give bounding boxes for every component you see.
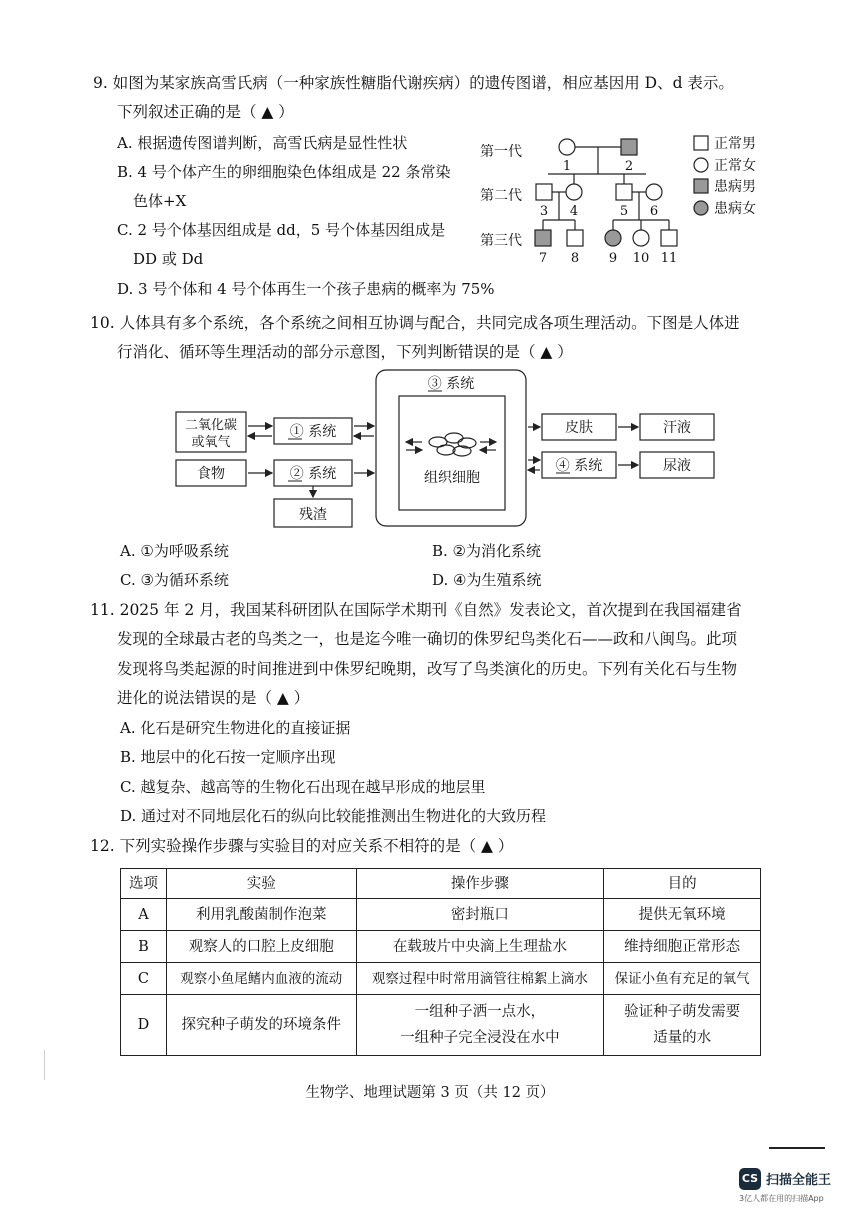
individual-2-affected-male	[621, 139, 637, 155]
q11-stem-line3: 发现将鸟类起源的时间推进到中侏罗纪晚期，改写了鸟类演化的历史。下列有关化石与生物	[117, 660, 738, 678]
cell-purpose-line1: 验证种子萌发需要	[624, 1004, 741, 1020]
cell-steps: 密封瓶口	[356, 899, 604, 931]
individual-label-3: 3	[539, 204, 549, 219]
legend-normal-male-symbol	[694, 136, 708, 150]
individual-9-affected-female	[605, 230, 621, 246]
q9-option-b-line2: 色体+X	[133, 192, 187, 210]
skin-label: 皮肤	[565, 420, 593, 436]
cell-purpose: 提供无氧环境	[604, 899, 761, 931]
table-row	[121, 995, 761, 1056]
q9-option-a: A. 根据遗传图谱判断，高雪氏病是显性性状	[117, 134, 408, 152]
pedigree-legend	[688, 128, 788, 228]
cell-purpose: 保证小鱼有充足的氧气	[604, 963, 761, 995]
header-option: 选项	[121, 869, 167, 899]
q11-option-c: C. 越复杂、越高等的生物化石出现在越早形成的地层里	[120, 778, 486, 796]
q9-option-c-line1: C. 2 号个体基因组成是 dd，5 号个体基因组成是	[117, 221, 446, 239]
gen3-label: 第三代	[480, 233, 522, 249]
q10-option-d: D. ④为生殖系统	[432, 571, 542, 589]
cell-experiment: 探究种子萌发的环境条件	[166, 995, 356, 1056]
cell-steps: 观察过程中时常用滴管往棉絮上滴水	[356, 963, 604, 995]
q9-stem-line2: 下列叙述正确的是（ ▲ ）	[117, 103, 294, 121]
cell-steps-line1: 一组种子洒一点水，	[414, 1004, 546, 1020]
cells-icon	[429, 433, 476, 456]
corner-dash	[769, 1147, 825, 1149]
cell-option: B	[121, 931, 167, 963]
q10-option-b: B. ②为消化系统	[432, 542, 542, 560]
legend-normal-female-symbol	[694, 158, 708, 172]
cell-purpose-line2: 适量的水	[653, 1030, 712, 1046]
individual-label-6: 6	[649, 204, 659, 219]
cell-steps: 在载玻片中央滴上生理盐水	[356, 931, 604, 963]
cell-purpose: 维持细胞正常形态	[604, 931, 761, 963]
legend-affected-male-label: 患病男	[714, 179, 756, 195]
urine-label: 尿液	[663, 458, 691, 474]
q12-stem: 12. 下列实验操作步骤与实验目的对应关系不相符的是（ ▲ ）	[90, 837, 514, 855]
cell-experiment: 利用乳酸菌制作泡菜	[166, 899, 356, 931]
cell-option: A	[121, 899, 167, 931]
individual-label-8: 8	[570, 251, 580, 266]
individual-3-normal-male	[536, 184, 552, 200]
header-steps: 操作步骤	[356, 869, 604, 899]
q10-stem-line2: 行消化、循环等生理活动的部分示意图，下列判断错误的是（ ▲ ）	[117, 343, 573, 361]
individual-5-normal-male	[616, 184, 632, 200]
scan-margin-mark	[44, 1050, 45, 1080]
q11-stem-line4: 进化的说法错误的是（ ▲ ）	[117, 689, 310, 707]
o2-label: 或氧气	[191, 435, 231, 450]
individual-label-1: 1	[562, 159, 572, 174]
q10-option-a: A. ①为呼吸系统	[120, 542, 229, 560]
q11-option-d: D. 通过对不同地层化石的纵向比较能推测出生物进化的大致历程	[120, 807, 547, 825]
tissue-cell-box	[399, 396, 505, 510]
cell-steps	[356, 995, 604, 1056]
q11-option-a: A. 化石是研究生物进化的直接证据	[120, 719, 351, 737]
camscanner-name: 扫描全能王	[766, 1173, 832, 1188]
cell-experiment: 观察小鱼尾鳍内血液的流动	[166, 963, 356, 995]
individual-label-11: 11	[660, 251, 678, 266]
food-label: 食物	[197, 466, 225, 482]
body-systems-diagram	[170, 364, 730, 534]
table-row	[121, 931, 761, 963]
system-1-label: ① 系统	[289, 424, 337, 440]
co2-label: 二氧化碳	[184, 418, 238, 433]
cell-option: C	[121, 963, 167, 995]
cell-purpose	[604, 995, 761, 1056]
individual-11-normal-male	[661, 230, 677, 246]
individual-10-normal-female	[633, 230, 649, 246]
table-header-row	[121, 869, 761, 899]
legend-affected-female-label: 患病女	[714, 201, 756, 217]
cell-option: D	[121, 995, 167, 1056]
q9-stem-line1: 9. 如图为某家族高雪氏病（一种家族性糖脂代谢疾病）的遗传图谱，相应基因用 D、d 表示。	[93, 74, 734, 92]
sweat-label: 汗液	[663, 420, 691, 436]
individual-4-normal-female	[566, 184, 582, 200]
page-footer: 生物学、地理试题第 3 页（共 12 页）	[305, 1085, 555, 1101]
gen1-label: 第一代	[480, 144, 522, 160]
gen2-label: 第二代	[480, 188, 522, 204]
individual-label-9: 9	[608, 251, 618, 266]
system-4-label: ④ 系统	[555, 458, 603, 474]
individual-label-5: 5	[619, 204, 629, 219]
individual-6-normal-female	[646, 184, 662, 200]
q9-option-c-line2: DD 或 Dd	[133, 250, 204, 268]
individual-7-affected-male	[535, 230, 551, 246]
individual-label-4: 4	[569, 204, 579, 219]
q9-option-b-line1: B. 4 号个体产生的卵细胞染色体组成是 22 条常染	[117, 163, 451, 181]
cell-experiment: 观察人的口腔上皮细胞	[166, 931, 356, 963]
legend-affected-female-symbol	[694, 201, 708, 215]
header-experiment: 实验	[166, 869, 356, 899]
tissue-cell-label: 组织细胞	[424, 470, 480, 486]
individual-label-10: 10	[632, 251, 650, 266]
individual-label-2: 2	[624, 159, 634, 174]
system-2-label: ② 系统	[289, 466, 337, 482]
camscanner-tagline: 3亿人都在用的扫描App	[739, 1194, 824, 1203]
legend-affected-male-symbol	[694, 179, 708, 193]
system-3-label: ③ 系统	[427, 376, 475, 392]
table-row	[121, 899, 761, 931]
individual-8-normal-male	[567, 230, 583, 246]
q12-experiment-table	[120, 868, 761, 1056]
q11-stem-line1: 11. 2025 年 2 月，我国某科研团队在国际学术期刊《自然》发表论文，首次提到在我国福建省	[90, 601, 742, 619]
table-row	[121, 963, 761, 995]
individual-1-normal-female	[559, 139, 575, 155]
legend-normal-female-label: 正常女	[714, 158, 756, 174]
q10-stem-line1: 10. 人体具有多个系统，各个系统之间相互协调与配合，共同完成各项生理活动。下图是人体进	[90, 314, 740, 332]
individual-label-7: 7	[538, 251, 548, 266]
cell-steps-line2: 一组种子完全浸没在水中	[400, 1030, 560, 1046]
residue-label: 残渣	[299, 507, 327, 523]
q10-option-c: C. ③为循环系统	[120, 571, 229, 589]
q9-option-d: D. 3 号个体和 4 号个体再生一个孩子患病的概率为 75%	[117, 280, 495, 298]
q11-option-b: B. 地层中的化石按一定顺序出现	[120, 748, 336, 766]
legend-normal-male-label: 正常男	[714, 136, 756, 152]
header-purpose: 目的	[604, 869, 761, 899]
camscanner-logo-icon: CS	[739, 1168, 761, 1190]
q11-stem-line2: 发现的全球最古老的鸟类之一，也是迄今唯一确切的侏罗纪鸟类化石——政和八闽鸟。此项	[117, 630, 738, 648]
